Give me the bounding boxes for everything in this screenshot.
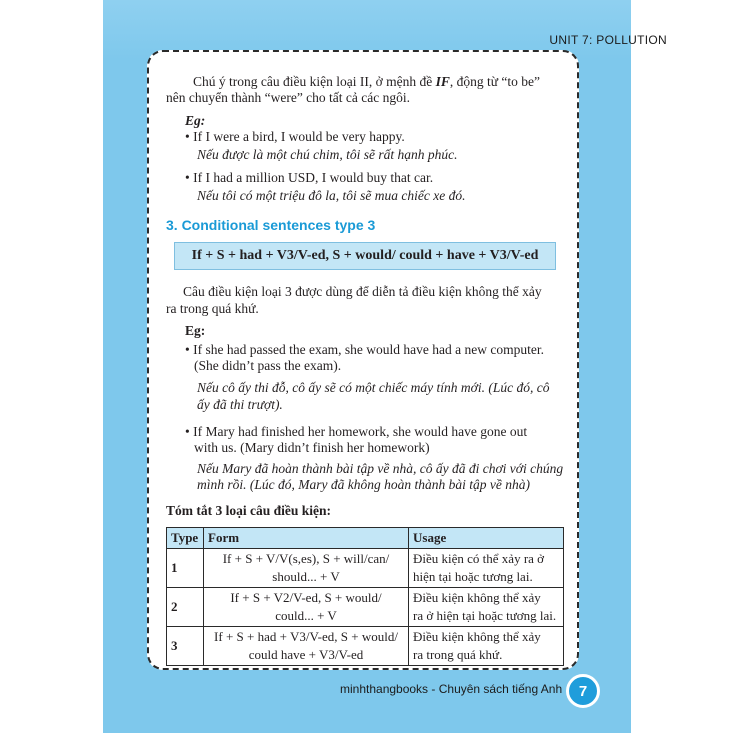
note-line-2: nên chuyển thành “were” cho tất cả các ngôi. [166,90,411,105]
example-text: If she had passed the exam, she would have had a new computer. [193,342,544,357]
note-if: IF [435,74,450,89]
form-line: should... + V [272,569,340,584]
usage-cell [409,588,564,627]
type2-example-1-vi: Nếu được là một chú chim, tôi sẽ rất hạnh phúc. [197,147,458,162]
type3-example-1-vi-1: Nếu cô ấy thi đỗ, cô ấy sẽ có một chiếc máy tính mới. (Lúc đó, cô [197,380,550,395]
type-cell: 3 [167,627,204,666]
form-cell [204,588,409,627]
form-line: could... + V [275,608,337,623]
usage-line: hiện tại hoặc tương lai. [413,569,533,584]
note-text-end: , động từ “to be” [449,74,541,89]
table-row [167,549,564,588]
header-form: Form [204,528,409,549]
table-row [167,588,564,627]
section-3-title: 3. Conditional sentences type 3 [166,217,376,233]
usage-line: Điều kiện không thể xảy [413,629,541,644]
usage-line: Điều kiện không thể xảy [413,590,541,605]
eg-label: Eg: [185,113,206,128]
formula-box: If + S + had + V3/V-ed, S + would/ could + have + V3/V-ed [174,242,556,270]
form-cell [204,627,409,666]
type2-example-2-en: • If I had a million USD, I would buy that car. [185,170,434,185]
form-line: If + S + V/V(s,es), S + will/can/ [222,551,390,566]
usage-cell [409,549,564,588]
section-3-eg-label: Eg: [185,323,206,338]
example-text: If Mary had finished her homework, she would have gone out [193,424,528,439]
section-3-desc-2: ra trong quá khứ. [166,301,259,316]
form-line: If + S + V2/V-ed, S + would/ [230,590,382,605]
usage-cell [409,627,564,666]
type2-example-2-vi: Nếu tôi có một triệu đô la, tôi sẽ mua chiếc xe đó. [197,188,466,203]
type3-example-2-vi-1: Nếu Mary đã hoàn thành bài tập về nhà, cô ấy đã đi chơi với chúng [197,461,564,476]
summary-title: Tóm tắt 3 loại câu điều kiện: [166,503,332,518]
form-line: could have + V3/V-ed [248,647,364,662]
example-text: If I had a million USD, I would buy that car. [193,170,434,185]
type-cell: 2 [167,588,204,627]
header-usage: Usage [409,528,564,549]
table-header-row [167,528,564,549]
usage-line: ra trong quá khứ. [413,647,503,662]
table-row [167,627,564,666]
usage-line: ra ở hiện tại hoặc tương lai. [413,608,557,623]
type-cell: 1 [167,549,204,588]
type2-example-1-en: • If I were a bird, I would be very happy. [185,129,405,144]
footer-text: minhthangbooks - Chuyên sách tiếng Anh [340,682,563,696]
unit-title: UNIT 7: POLLUTION [549,33,667,47]
usage-line: Điều kiện có thể xảy ra ở [413,551,545,566]
type3-example-1-en-1: • If she had passed the exam, she would have had a new computer. [185,342,544,357]
form-line: If + S + had + V3/V-ed, S + would/ [214,629,398,644]
header-type: Type [167,528,204,549]
form-cell [204,549,409,588]
type3-example-2-vi-2: mình rồi. (Lúc đó, Mary đã không hoàn thành bài tập về nhà) [197,477,530,492]
section-3-desc-1: Câu điều kiện loại 3 được dùng để diễn tả điều kiện không thể xảy [183,284,542,299]
example-text: If I were a bird, I would be very happy. [193,129,405,144]
note-text: Chú ý trong câu điều kiện loại II, ở mệnh đề [193,74,436,89]
type3-example-2-en-2: with us. (Mary didn’t finish her homework) [194,440,430,455]
page-number-badge: 7 [566,674,600,708]
type3-example-1-en-2: (She didn’t pass the exam). [194,358,342,373]
type3-example-1-vi-2: ấy đã thi trượt). [197,397,283,412]
type3-example-2-en-1: • If Mary had finished her homework, she would have gone out [185,424,528,439]
summary-table [166,527,564,666]
